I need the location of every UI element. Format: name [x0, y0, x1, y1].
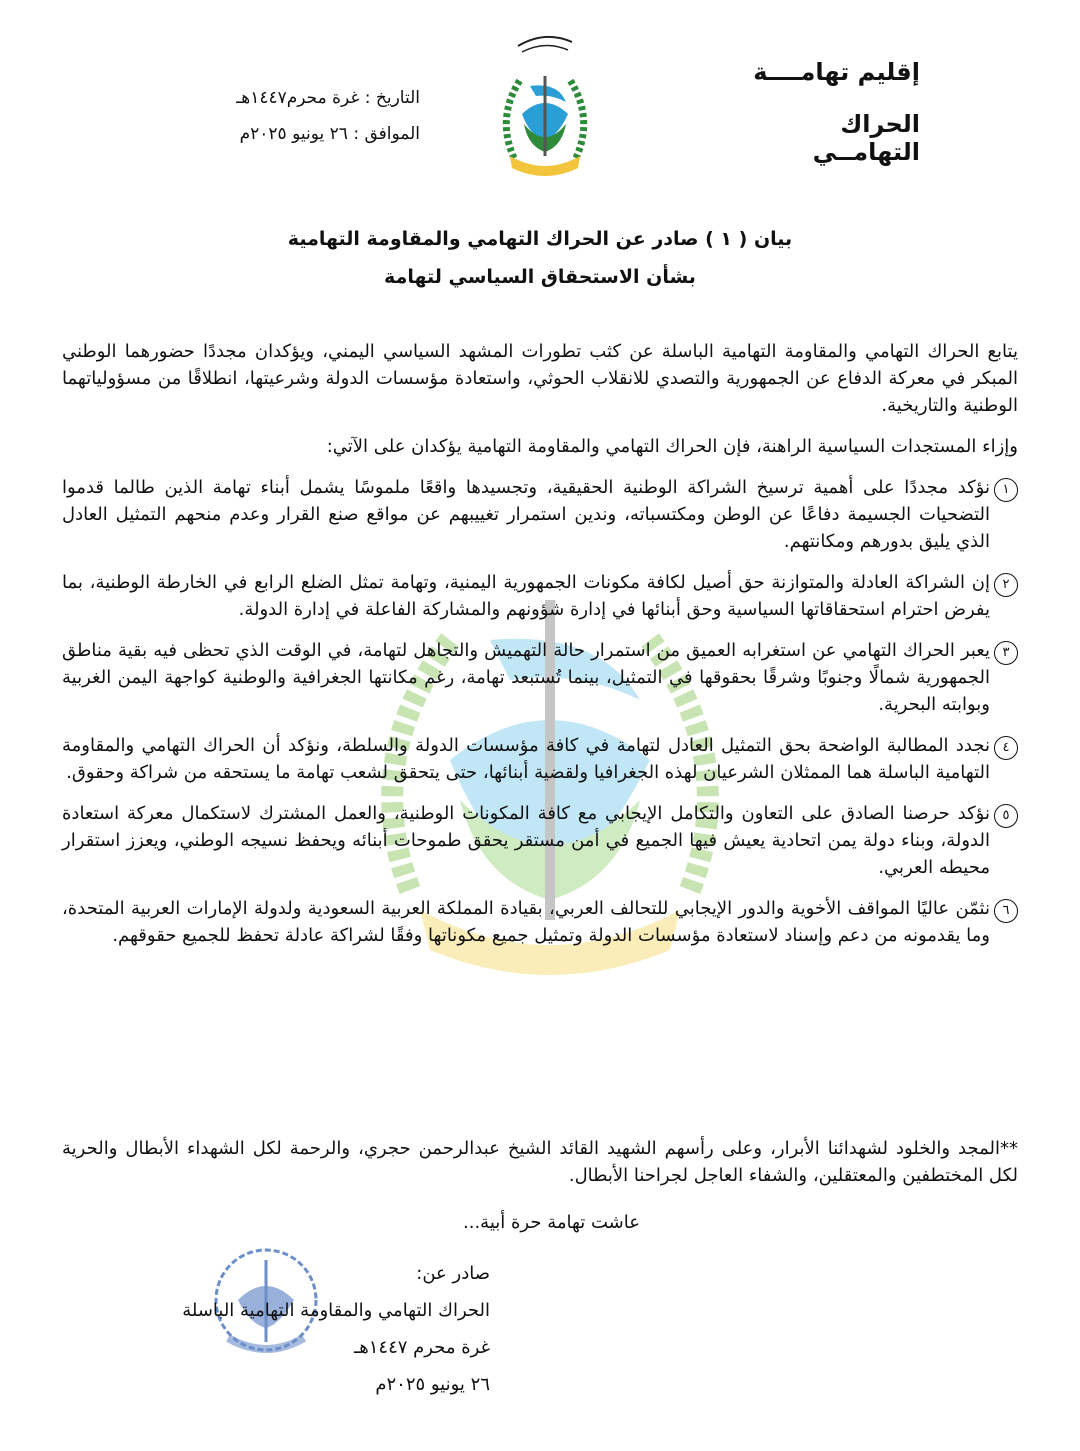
- header-date-block: [200, 88, 420, 160]
- issuing-organization: الحراك التهامي والمقاومة التهامية الباسلة: [182, 1299, 490, 1321]
- intro-paragraph: يتابع الحراك التهامي والمقاومة التهامية الباسلة عن كثب تطورات المشهد السياسي اليمني، ويؤكدان مجددًا حضورهما الوطني المبكر في معركة الدفاع عن الجمهورية والتصدي للانقلاب الحوثي، واستعادة مؤسسات الدولة وشرعيتها، انطلاقًا من مسؤولياتهما الوطنية والتاريخية.: [62, 341, 1018, 416]
- point-text: يعبر الحراك التهامي عن استغرابه العميق من استمرار حالة التهميش والتجاهل لتهامة، في الوقت الذي تحظى فيه بقية مناطق الجمهورية شمالًا وجنوبًا وشرقًا بحقوقها في التمثيل، بينما تُستبعد تهامة، رغم مكانتها الجغرافية والوطنية كواجهة اليمن الغربية وبوابته البحرية.: [62, 640, 990, 715]
- point-text: نجدد المطالبة الواضحة بحق التمثيل العادل لتهامة في كافة مؤسسات الدولة والسلطة، ونؤكد أن الحراك التهامي والمقاومة التهامية الباسلة هما الممثلان الشرعيان لهذه الجغرافيا ولقضية أبنائها، حتى يتحقق لشعب تهامة ما يستحقه من شراكة وحقوق.: [62, 735, 990, 783]
- point-number: ٣: [994, 641, 1018, 665]
- signature-block: [140, 1256, 490, 1404]
- heading-line-2: بشأن الاستحقاق السياسي لتهامة: [384, 266, 696, 288]
- point-item: [62, 637, 1018, 718]
- issued-by-label: صادر عن:: [416, 1263, 490, 1284]
- point-item: [62, 800, 1018, 881]
- signature-hijri-date: غرة محرم ١٤٤٧هـ: [354, 1336, 490, 1358]
- point-item: [62, 569, 1018, 623]
- movement-title: الحراك التهامــي: [812, 110, 920, 166]
- point-item: [62, 895, 1018, 949]
- corresponding-date-line: الموافق : ٢٦ يونيو ٢٠٢٥م: [239, 124, 420, 144]
- header-right-block: [740, 58, 920, 166]
- point-number: ٥: [994, 804, 1018, 828]
- heading-line-1: بيان ( ١ ) صادر عن الحراك التهامي والمقاومة التهامية: [287, 228, 793, 250]
- closing-paragraph: **المجد والخلود لشهدائنا الأبرار، وعلى رأسهم الشهيد القائد الشيخ عبدالرحمن حجري، والرحمة لكل الشهداء الأبطال والحرية لكل المختطفين والمعتقلين، والشفاء العاجل لجراحنا الأبطال.: [62, 1138, 1018, 1186]
- statement-heading: [160, 228, 920, 304]
- movement-logo-icon: [500, 28, 590, 178]
- date-line: التاريخ : غرة محرم١٤٤٧هـ: [236, 88, 420, 108]
- point-text: نؤكد حرصنا الصادق على التعاون والتكامل الإيجابي مع كافة المكونات الوطنية، والعمل المشترك لاستكمال معركة استعادة الدولة، وبناء دولة يمن اتحادية يعيش فيها الجميع في أمن مستقر يحقق طموحات أبنائه ويحفظ نسيجه الوطني، ويعزز استقرار محيطه العربي.: [62, 803, 990, 878]
- long-live-line: عاشت تهامة حرة أبية...: [463, 1212, 640, 1233]
- point-number: ٤: [994, 736, 1018, 760]
- point-number: ١: [994, 478, 1018, 502]
- point-text: نثمّن عاليًا المواقف الأخوية والدور الإيجابي للتحالف العربي، بقيادة المملكة العربية السعودية ولدولة الإمارات العربية المتحدة، وما يقدمونه من دعم وإسناد لاستعادة مؤسسات الدولة وتمثيل جميع مكوناتها وفقًا لشراكة عادلة تحفظ للجميع حقوقهم.: [62, 898, 990, 946]
- lead-in-paragraph: وإزاء المستجدات السياسية الراهنة، فإن الحراك التهامي والمقاومة التهامية يؤكدان على الآتي:: [326, 436, 1018, 457]
- point-number: ٦: [994, 899, 1018, 923]
- point-text: نؤكد مجددًا على أهمية ترسيخ الشراكة الوطنية الحقيقية، وتجسيدها واقعًا ملموسًا يشمل أبناء تهامة الذين طالما قدموا التضحيات الجسيمة دفاعًا عن الوطن ومكتسباته، وندين استمرار تغييبهم عن مواقع صنع القرار وعدم منحهم التمثيل العادل الذي يليق بدورهم ومكانتهم.: [62, 477, 990, 552]
- signature-gregorian-date: ٢٦ يونيو ٢٠٢٥م: [375, 1373, 490, 1395]
- region-title: إقليم تهامــــة: [753, 58, 920, 86]
- statement-body: [62, 338, 1018, 963]
- point-number: ٢: [994, 573, 1018, 597]
- point-item: [62, 732, 1018, 786]
- point-item: [62, 474, 1018, 555]
- point-text: إن الشراكة العادلة والمتوازنة حق أصيل لكافة مكونات الجمهورية اليمنية، وتهامة تمثل الضلع الرابع في الخارطة الوطنية، بما يفرض احترام استحقاقاتها السياسية وحق أبنائها في إدارة شؤونهم والمشاركة الفاعلة في إدارة الدولة.: [62, 572, 990, 620]
